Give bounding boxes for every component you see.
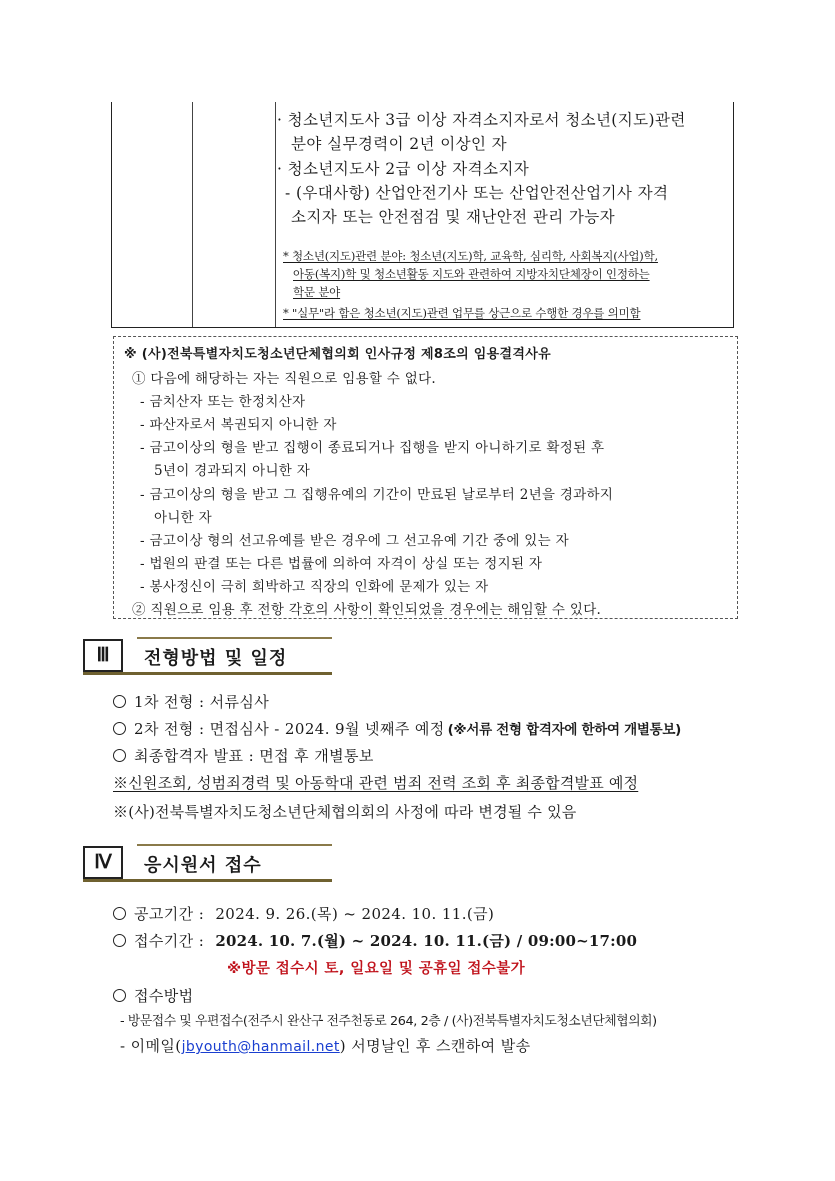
section-divider-top bbox=[137, 637, 332, 639]
qualification-line: · 청소년지도사 2급 이상 자격소지자 bbox=[277, 160, 530, 178]
receipt-period bbox=[113, 930, 637, 951]
qualification-cell bbox=[277, 102, 733, 327]
qualification-line: - (우대사항) 산업안전기사 또는 산업안전산업기사 자격 bbox=[285, 184, 669, 202]
section3-note-2: ※(사)전북특별자치도청소년단체협의회의 사정에 따라 변경될 수 있음 bbox=[113, 803, 577, 821]
circle-bullet-icon bbox=[113, 722, 126, 735]
receipt-method bbox=[113, 985, 194, 1006]
qualification-line: 분야 실무경력이 2년 이상인 자 bbox=[291, 135, 508, 153]
email-link[interactable]: jbyouth@hanmail.net bbox=[181, 1039, 340, 1055]
disqualification-line: - 금고이상의 형을 받고 그 집행유예의 기간이 만료된 날로부터 2년을 경과하지 bbox=[140, 487, 614, 503]
disqualification-title: ※ (사)전북특별자치도청소년단체협의회 인사규정 제8조의 임용결격사유 bbox=[124, 347, 551, 362]
section-divider-bottom bbox=[83, 672, 332, 675]
circle-bullet-icon bbox=[113, 989, 126, 1002]
announcement-period-value: 2024. 9. 26.(목) ~ 2024. 10. 11.(금) bbox=[215, 905, 495, 923]
qualification-table bbox=[111, 102, 734, 328]
disqualification-line: - 금고이상의 형을 받고 집행이 종료되거나 집행을 받지 아니하기로 확정된 후 bbox=[140, 440, 605, 456]
note-line: * "실무"라 함은 청소년(지도)관련 업무를 상근으로 수행한 경우를 의미함 bbox=[283, 306, 641, 320]
disqualification-line: ① 다음에 해당하는 자는 직원으로 임용할 수 없다. bbox=[132, 371, 437, 387]
table-cell-empty-1 bbox=[112, 102, 193, 327]
section-number: Ⅳ bbox=[83, 846, 123, 879]
announcement-period bbox=[113, 903, 494, 924]
schedule-item-bold-note: (※서류 전형 합격자에 한하여 개별통보) bbox=[447, 722, 681, 738]
note-line: 학문 분야 bbox=[293, 285, 341, 299]
qualification-line: · 청소년지도사 3급 이상 자격소지자로서 청소년(지도)관련 bbox=[277, 111, 686, 129]
section-number: Ⅲ bbox=[83, 639, 123, 672]
disqualification-line: - 법원의 판결 또는 다른 법률에 의하여 자격이 상실 또는 정지된 자 bbox=[140, 556, 543, 572]
section-title: 응시원서 접수 bbox=[144, 855, 262, 876]
receipt-method-email bbox=[120, 1035, 531, 1056]
qualification-line: 소지자 또는 안전점검 및 재난안전 관리 가능자 bbox=[291, 208, 616, 226]
disqualification-line: 5년이 경과되지 아니한 자 bbox=[154, 463, 311, 479]
receipt-period-label: 접수기간 : bbox=[134, 932, 205, 950]
receipt-method-visit: - 방문접수 및 우편접수(전주시 완산구 전주천동로 264, 2층 / (사)전북특별자치도청소년단체협의회) bbox=[120, 1014, 657, 1029]
circle-bullet-icon bbox=[113, 907, 126, 920]
announcement-period-label: 공고기간 : bbox=[134, 905, 205, 923]
section-title: 전형방법 및 일정 bbox=[144, 648, 288, 669]
receipt-period-value: 2024. 10. 7.(월) ~ 2024. 10. 11.(금) / 09:00~17:00 bbox=[215, 932, 638, 950]
circle-bullet-icon bbox=[113, 934, 126, 947]
receipt-warning: ※방문 접수시 토, 일요일 및 공휴일 접수불가 bbox=[227, 961, 526, 977]
table-cell-empty-2 bbox=[192, 102, 276, 327]
note-line: * 청소년(지도)관련 분야: 청소년(지도)학, 교육학, 심리학, 사회복지(사업)학, bbox=[283, 249, 658, 263]
disqualification-box bbox=[113, 336, 738, 619]
email-suffix-text: ) 서명날인 후 스캔하여 발송 bbox=[339, 1037, 531, 1055]
disqualification-line: 아니한 자 bbox=[154, 510, 212, 526]
section-divider-bottom bbox=[83, 879, 332, 882]
disqualification-line: - 봉사정신이 극히 희박하고 직장의 인화에 문제가 있는 자 bbox=[140, 579, 489, 595]
disqualification-line: ② 직원으로 임용 후 전항 각호의 사항이 확인되었을 경우에는 해임할 수 있다. bbox=[132, 602, 602, 618]
schedule-item bbox=[113, 745, 374, 766]
schedule-item bbox=[113, 718, 681, 739]
disqualification-line: - 파산자로서 복권되지 아니한 자 bbox=[140, 417, 337, 433]
receipt-method-label: 접수방법 bbox=[134, 987, 194, 1005]
schedule-item-text: 최종합격자 발표 : 면접 후 개별통보 bbox=[134, 747, 374, 765]
disqualification-line: - 금치산자 또는 한정치산자 bbox=[140, 394, 306, 410]
circle-bullet-icon bbox=[113, 749, 126, 762]
disqualification-line: - 금고이상 형의 선고유예를 받은 경우에 그 선고유예 기간 중에 있는 자 bbox=[140, 533, 569, 549]
circle-bullet-icon bbox=[113, 695, 126, 708]
section3-note-1: ※신원조회, 성범죄경력 및 아동학대 관련 범죄 전력 조회 후 최종합격발표 예정 bbox=[113, 774, 639, 792]
note-line: 아동(복지)학 및 청소년활동 지도와 관련하여 지방자치단체장이 인정하는 bbox=[293, 267, 650, 281]
schedule-item-text: 2차 전형 : 면접심사 - 2024. 9월 넷째주 예정 bbox=[134, 720, 445, 738]
schedule-item-text: 1차 전형 : 서류심사 bbox=[134, 693, 270, 711]
email-prefix-text: - 이메일( bbox=[120, 1037, 182, 1055]
schedule-item bbox=[113, 691, 269, 712]
section-divider-top bbox=[137, 844, 332, 846]
